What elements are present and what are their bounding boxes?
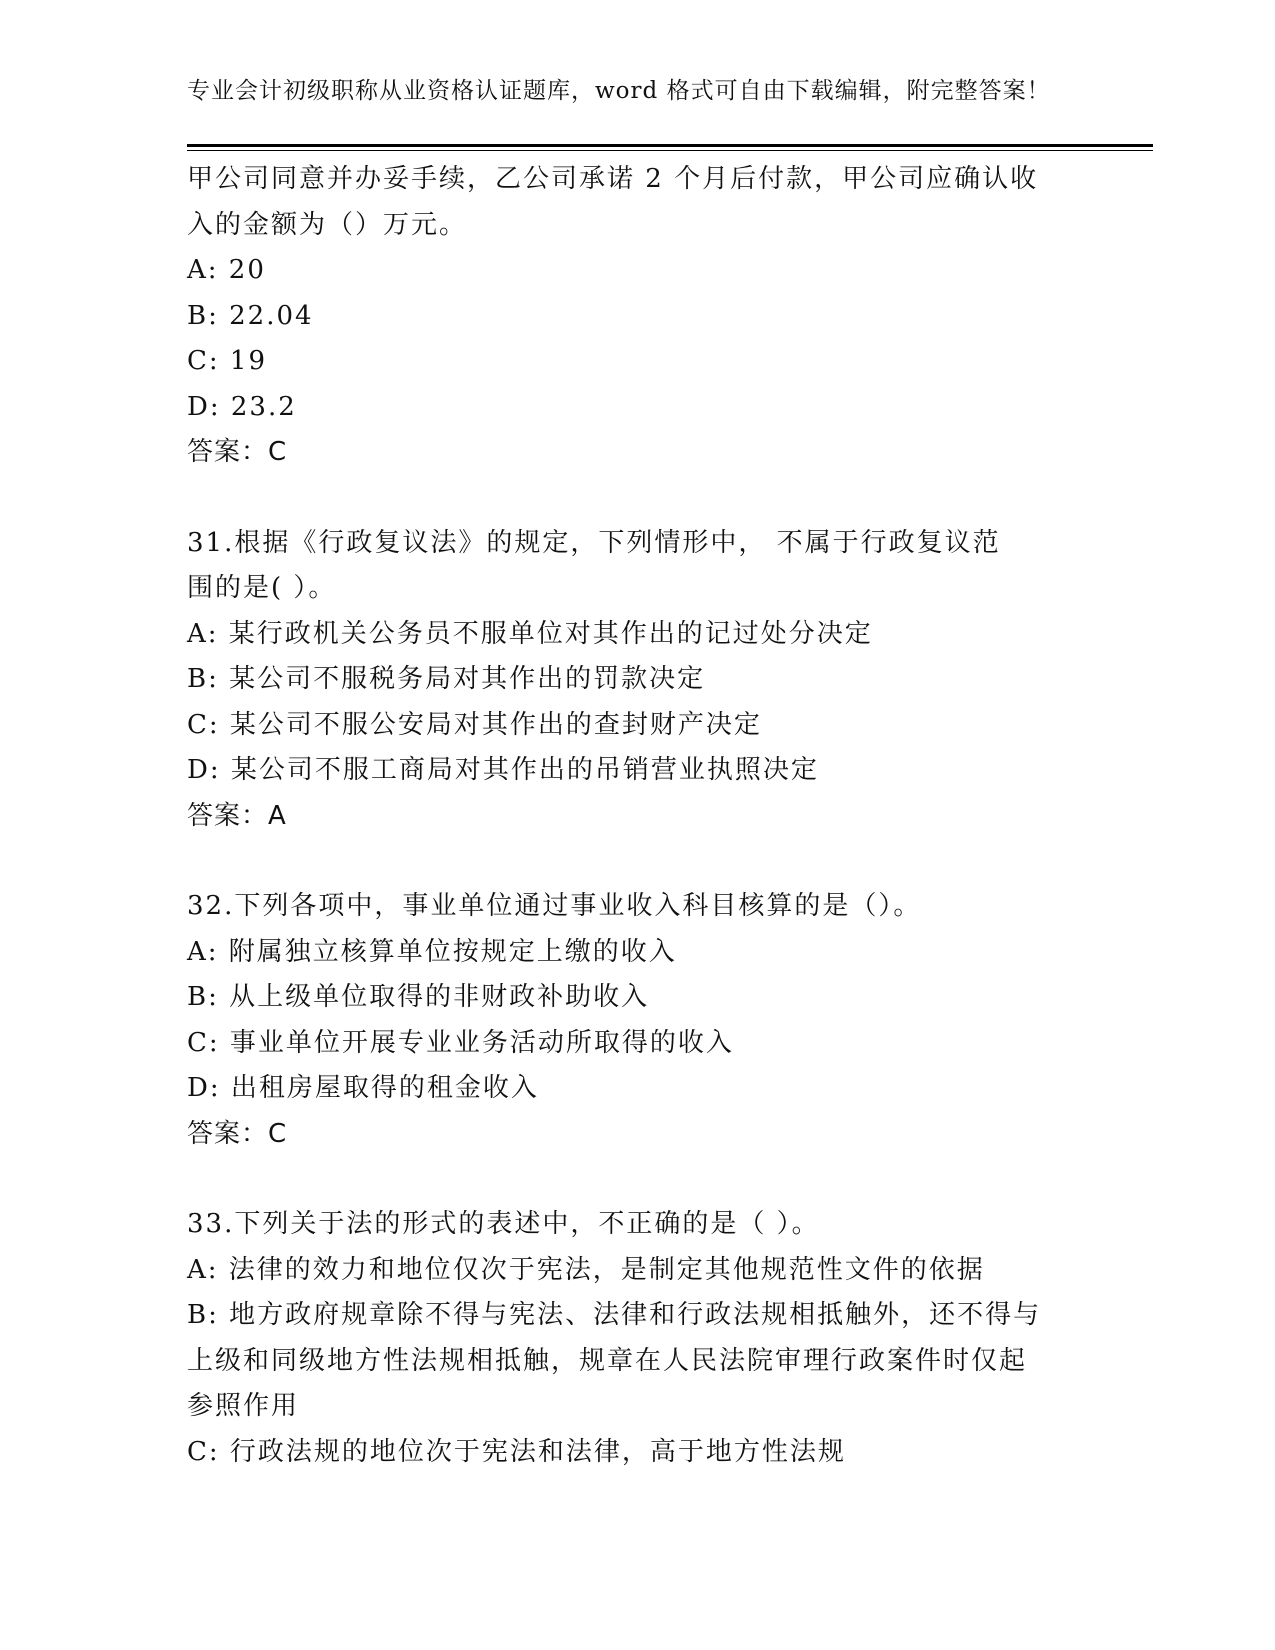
page-header: 专业会计初级职称从业资格认证题库，word 格式可自由下载编辑，附完整答案！ xyxy=(187,78,1051,104)
question-block-prev xyxy=(187,157,1087,476)
spacer xyxy=(187,476,1087,521)
answer-label: 答案：C xyxy=(187,437,288,467)
option-b: B: 地方政府规章除不得与宪法、法律和行政法规相抵触外，还不得与 xyxy=(187,1300,1042,1330)
option-c: C: 某公司不服公安局对其作出的查封财产决定 xyxy=(187,709,762,740)
question-stem-line: 31.根据《行政复议法》的规定，下列情形中， 不属于行政复议范 xyxy=(187,527,1001,558)
option-a: A: 法律的效力和地位仅次于宪法，是制定其他规范性文件的依据 xyxy=(187,1254,985,1285)
question-33 xyxy=(187,1202,1087,1475)
option-c: C: 事业单位开展专业业务活动所取得的收入 xyxy=(187,1027,734,1058)
answer-label: 答案：C xyxy=(187,1118,288,1149)
option-d: D: 出租房屋取得的租金收入 xyxy=(187,1073,539,1103)
question-stem-line: 入的金额为（）万元。 xyxy=(187,209,468,240)
option-b: B: 某公司不服税务局对其作出的罚款决定 xyxy=(187,664,706,694)
option-b-continued: 上级和同级地方性法规相抵触，规章在人民法院审理行政案件时仅起 xyxy=(187,1345,1028,1376)
option-d: D: 23.2 xyxy=(187,391,297,422)
option-a: A: 某行政机关公务员不服单位对其作出的记过处分决定 xyxy=(187,618,873,649)
question-32 xyxy=(187,884,1087,1157)
question-stem-line: 围的是( ）。 xyxy=(187,573,337,603)
option-c: C: 行政法规的地位次于宪法和法律，高于地方性法规 xyxy=(187,1436,846,1467)
question-stem-line: 32.下列各项中，事业单位通过事业收入科目核算的是（）。 xyxy=(187,891,922,921)
option-d: D: 某公司不服工商局对其作出的吊销营业执照决定 xyxy=(187,755,819,785)
question-stem-line: 甲公司同意并办妥手续，乙公司承诺 2 个月后付款，甲公司应确认收 xyxy=(187,164,1039,194)
answer-label: 答案：A xyxy=(187,800,287,831)
question-content xyxy=(187,157,1087,1475)
spacer xyxy=(187,839,1087,884)
header-divider-thin xyxy=(187,150,1153,151)
option-a: A: 附属独立核算单位按规定上缴的收入 xyxy=(187,936,677,967)
header-divider-thick xyxy=(187,144,1153,147)
option-b: B: 从上级单位取得的非财政补助收入 xyxy=(187,982,650,1012)
question-stem-line: 33.下列关于法的形式的表述中，不正确的是（ ）。 xyxy=(187,1209,820,1239)
spacer xyxy=(187,1157,1087,1202)
option-c: C: 19 xyxy=(187,346,268,376)
option-b-continued: 参照作用 xyxy=(187,1391,300,1421)
question-31 xyxy=(187,521,1087,840)
option-b: B: 22.04 xyxy=(187,300,314,331)
option-a: A: 20 xyxy=(187,255,266,285)
